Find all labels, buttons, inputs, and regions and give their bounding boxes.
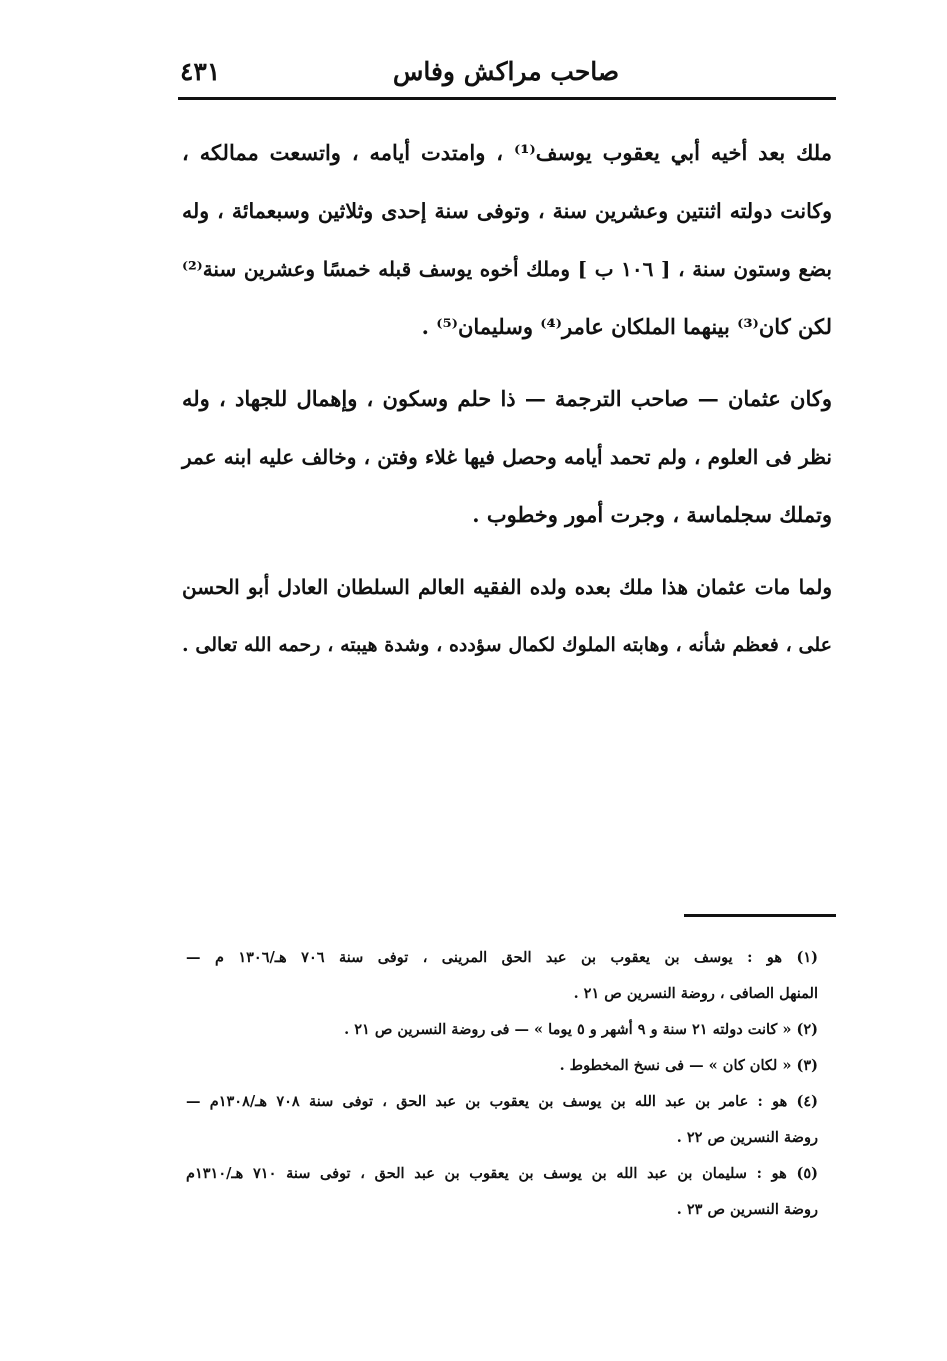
footnote-line: المنهل الصافى ، روضة النسرين ص ٢١ .	[573, 985, 818, 1002]
text-line: لكن كان⁽³⁾ بينهما الملكان عامر⁽⁴⁾ وسليمان⁽⁵⁾ .	[421, 314, 832, 339]
main-text	[182, 124, 832, 688]
footnote-line: (٤) هو : عامر بن عبد الله بن يوسف بن يعقوب بن عبد الحق ، توفى سنة ٧٠٨ هـ/١٣٠٨م —	[186, 1093, 818, 1110]
footnote-1	[186, 940, 818, 1012]
page-number: ٤٣١	[180, 57, 221, 86]
paragraph-1	[182, 124, 832, 356]
footnote-line: (٥) هو : سليمان بن عبد الله بن يوسف بن يعقوب بن عبد الحق ، توفى سنة ٧١٠ هـ/١٣١٠م	[186, 1165, 818, 1182]
text-line: وكان عثمان — صاحب الترجمة — ذا حلم وسكون ، وإهمال للجهاد ، وله	[182, 386, 832, 411]
running-header	[176, 52, 836, 92]
running-title: صاحب مراكش وفاس	[392, 57, 620, 86]
header-rule	[178, 97, 836, 100]
text-line: ولما مات عثمان هذا ملك بعده ولده الفقيه العالم السلطان العادل أبو الحسن	[182, 575, 832, 599]
paragraph-3	[182, 558, 832, 674]
footnote-line: (١) هو : يوسف بن يعقوب بن عبد الحق المرينى ، توفى سنة ٧٠٦ هـ/١٣٠٦ م —	[186, 949, 818, 966]
footnote-line: (٣) « لكان كان » — فى نسخ المخطوط .	[559, 1057, 818, 1074]
footnote-line: (٢) « كانت دولته ٢١ سنة و ٩ أشهر و ٥ يوما » — فى روضة النسرين ص ٢١ .	[344, 1021, 818, 1038]
footnote-line: روضة النسرين ص ٢٣ .	[676, 1201, 818, 1218]
text-line: وكانت دولته اثنتين وعشرين سنة ، وتوفى سنة إحدى وثلاثين وسبعمائة ، وله	[182, 199, 832, 223]
footnotes	[186, 940, 818, 1228]
footnote-4	[186, 1084, 818, 1156]
footnote-rule	[684, 914, 836, 917]
paragraph-2	[182, 370, 832, 544]
footnote-3	[186, 1048, 818, 1084]
text-line: بضع وستون سنة ، [ ١٠٦ ب ] وملك أخوه يوسف قبله خمسًا وعشرين سنة⁽²⁾	[182, 257, 832, 281]
footnote-2	[186, 1012, 818, 1048]
text-line: ملك بعد أخيه أبي يعقوب يوسف⁽¹⁾ ، وامتدت أيامه ، واتسعت ممالكه ،	[182, 140, 832, 165]
text-line: على ، فعظم شأنه ، وهابته الملوك لكمال سؤدده ، وشدة هيبته ، رحمه الله تعالى .	[182, 634, 832, 656]
footnote-5	[186, 1156, 818, 1228]
text-line: نظر فى العلوم ، ولم تحمد أيامه وحصل فيها غلاء وفتن ، وخالف عليه ابنه عمر	[182, 445, 832, 469]
footnote-line: روضة النسرين ص ٢٢ .	[676, 1129, 818, 1146]
text-line: وتملك سجلماسة ، وجرت أمور وخطوب .	[472, 502, 832, 527]
